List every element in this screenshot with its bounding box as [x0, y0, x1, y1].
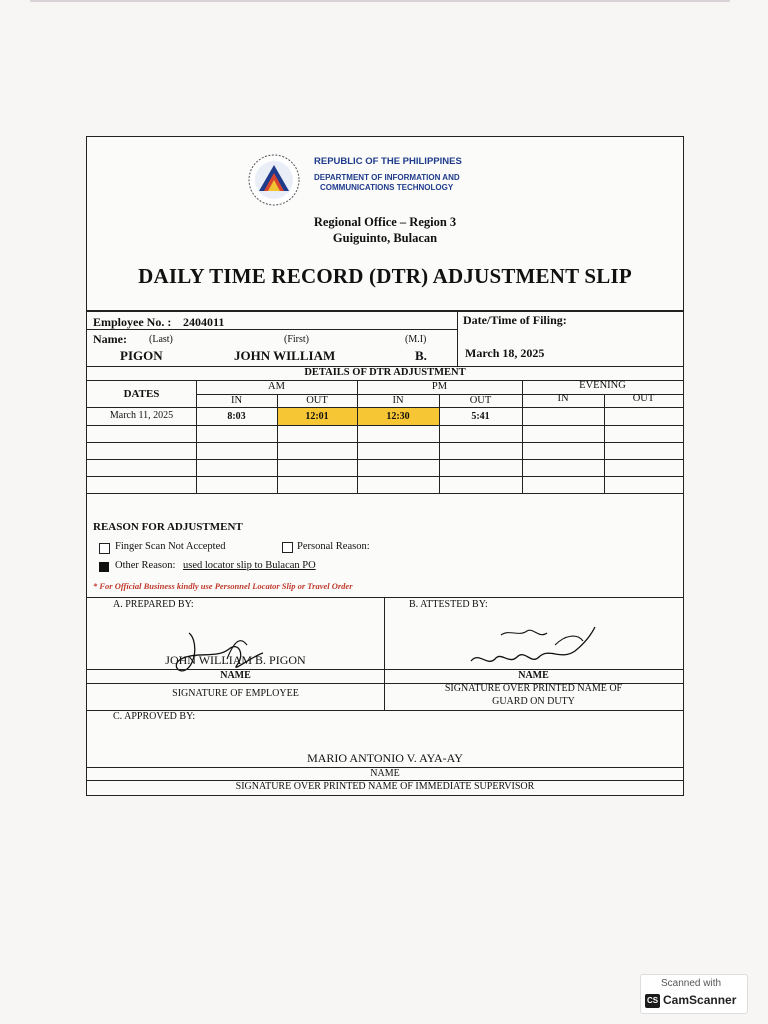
table-row-line: [87, 493, 683, 494]
am-out-header: OUT: [306, 395, 328, 406]
other-reason-label: Other Reason:: [115, 560, 176, 571]
dict-seal-icon: [247, 153, 301, 207]
first-name-value: JOHN WILLIAM: [234, 348, 336, 363]
evening-out-header: OUT: [632, 393, 655, 404]
pm-header: PM: [431, 381, 448, 392]
am-header: AM: [268, 381, 285, 392]
prepared-by-label: A. PREPARED BY:: [113, 599, 194, 610]
scanned-with-label: Scanned with: [661, 978, 722, 989]
last-label: (Last): [149, 334, 173, 345]
employee-signature-caption: SIGNATURE OF EMPLOYEE: [172, 688, 299, 699]
other-reason-checkbox[interactable]: [99, 562, 109, 572]
table-row-line: [87, 476, 683, 477]
finger-scan-label: Finger Scan Not Accepted: [115, 541, 226, 552]
mi-label: (M.I): [405, 334, 427, 345]
employee-no-value: 2404011: [183, 315, 225, 329]
table-row-line: [87, 459, 683, 460]
mi-value: B.: [415, 348, 427, 363]
row-pm-out: 5:41: [471, 411, 490, 422]
department-line-1: DEPARTMENT OF INFORMATION AND: [314, 173, 460, 182]
department-line-2: COMMUNICATIONS TECHNOLOGY: [320, 183, 454, 192]
personal-reason-label: Personal Reason:: [297, 541, 370, 552]
row-pm-in: 12:30: [386, 411, 410, 422]
guard-caption-line-2: GUARD ON DUTY: [492, 696, 575, 707]
last-name-value: PIGON: [120, 348, 163, 363]
am-in-header: IN: [230, 395, 243, 406]
row-am-out: 12:01: [305, 411, 329, 422]
table-row-line: [87, 425, 683, 426]
divider: [457, 311, 458, 366]
attested-name-caption: NAME: [518, 670, 549, 681]
row-date: March 11, 2025: [109, 410, 174, 421]
attested-by-label: B. ATTESTED BY:: [409, 599, 488, 610]
evening-header: EVENING: [579, 380, 626, 391]
approved-name-caption: NAME: [370, 768, 400, 779]
prepared-by-name: JOHN WILLIAM B. PIGON: [165, 653, 306, 667]
table-col-line: [439, 394, 440, 494]
divider: [87, 310, 683, 312]
divider: [87, 597, 683, 598]
employee-no-label: Employee No. :: [93, 315, 172, 329]
dtr-adjustment-form: [86, 136, 684, 796]
table-col-line: [604, 394, 605, 494]
finger-scan-checkbox[interactable]: [99, 543, 110, 554]
approved-by-name: MARIO ANTONIO V. AYA-AY: [307, 751, 463, 765]
guard-caption-line-1: SIGNATURE OVER PRINTED NAME OF: [444, 683, 623, 694]
regional-office: Regional Office – Region 3: [313, 215, 457, 229]
table-row-line: [87, 442, 683, 443]
dates-header: DATES: [123, 388, 160, 400]
pm-out-header: OUT: [469, 395, 492, 406]
reason-title: REASON FOR ADJUSTMENT: [93, 521, 243, 533]
prepared-name-caption: NAME: [220, 670, 251, 681]
filing-label: Date/Time of Filing:: [463, 313, 567, 327]
name-label: Name:: [93, 332, 127, 346]
other-reason-value: used locator slip to Bulacan PO: [183, 560, 316, 571]
pm-in-header: IN: [392, 395, 404, 406]
camscanner-logo-icon: CS: [645, 994, 660, 1008]
republic-label: REPUBLIC OF THE PHILIPPINES: [314, 156, 462, 167]
form-title: DAILY TIME RECORD (DTR) ADJUSTMENT SLIP: [138, 264, 632, 288]
camscanner-brand: CamScanner: [663, 993, 737, 1007]
top-scan-edge: [30, 0, 730, 2]
approved-by-label: C. APPROVED BY:: [113, 711, 196, 722]
supervisor-signature-caption: SIGNATURE OVER PRINTED NAME OF IMMEDIATE SUPERVISOR: [235, 781, 535, 792]
first-label: (First): [284, 334, 309, 345]
filing-date-value: March 18, 2025: [465, 346, 545, 360]
evening-in-header: IN: [557, 393, 569, 404]
official-business-note: * For Official Business kindly use Personnel Locator Slip or Travel Order: [93, 581, 353, 591]
office-location: Guiguinto, Bulacan: [332, 231, 438, 245]
table-caption: DETAILS OF DTR ADJUSTMENT: [304, 367, 466, 378]
personal-reason-checkbox[interactable]: [282, 542, 293, 553]
camscanner-watermark: [640, 974, 748, 1014]
row-am-in: 8:03: [227, 411, 246, 422]
